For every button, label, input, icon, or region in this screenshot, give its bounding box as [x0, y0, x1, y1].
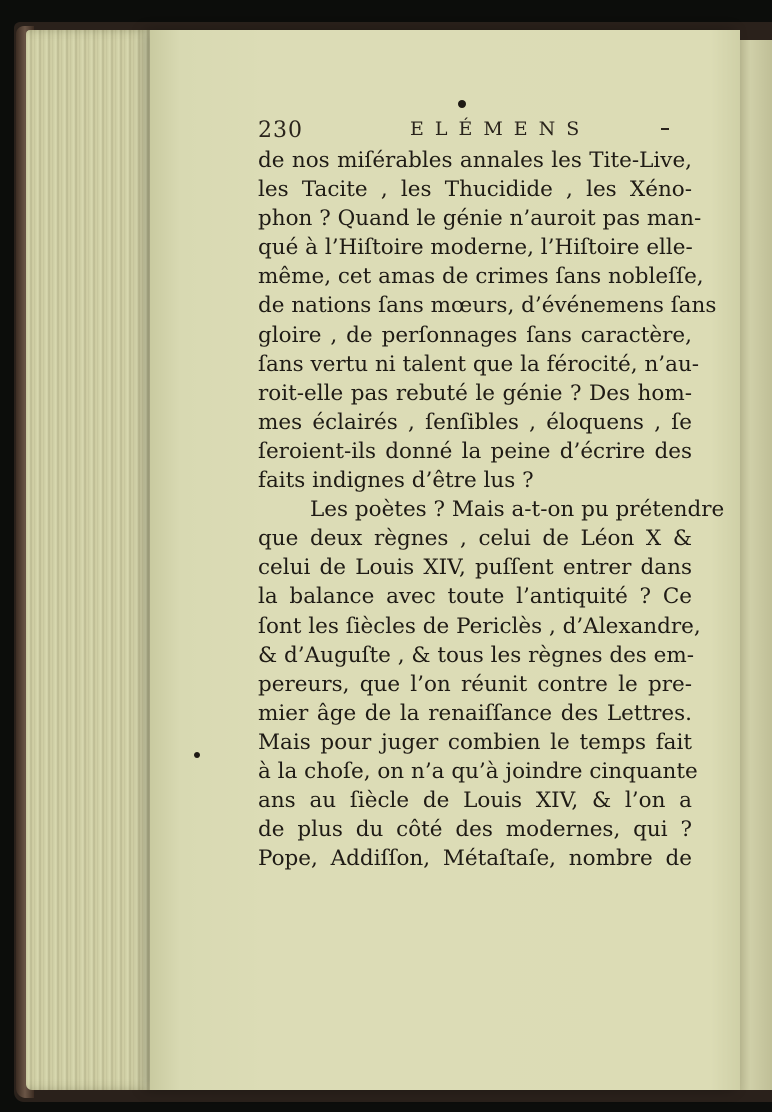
- text-line: les Tacite , les Thucidide , les Xéno-: [258, 177, 692, 203]
- text-line: & d’Auguſte , & tous les règnes des em-: [258, 642, 695, 668]
- text-line: ſeroient-ils donné la peine d’écrire des: [258, 438, 692, 464]
- page-header: [258, 112, 698, 148]
- ink-dot: [458, 100, 466, 108]
- text-line: phon ? Quand le génie n’auroit pas man-: [258, 206, 702, 232]
- text-line: que deux règnes , celui de Léon X &: [258, 526, 692, 552]
- text-line: ſont les ſiècles de Periclès , d’Alexandre,: [258, 613, 701, 639]
- text-line: pereurs, que l’on réunit contre le pre-: [258, 671, 692, 697]
- text-line: la balance avec toute l’antiquité ? Ce: [258, 584, 692, 610]
- text-line: même, cet amas de crimes ſans nobleſſe,: [258, 264, 704, 290]
- text-line: Les poètes ? Mais a-t-on pu prétendre: [310, 497, 725, 523]
- text-line: qué à l’Hiſtoire moderne, l’Hiſtoire elle-: [258, 235, 693, 261]
- text-line: de nations ſans mœurs, d’événemens ſans: [258, 293, 717, 319]
- text-line: gloire , de perſonnages ſans caractère,: [258, 322, 692, 348]
- ink-dot: [194, 752, 200, 758]
- text-line: mes éclairés , ſenſibles , éloquens , ſe: [258, 409, 692, 435]
- text-line: Mais pour juger combien le temps fait: [258, 729, 692, 755]
- text-line: à la choſe, on n’a qu’à joindre cinquante: [258, 758, 698, 784]
- text-line: celui de Louis XIV, puſſent entrer dans: [258, 555, 692, 581]
- text-line: de nos miſérables annales les Tite-Live,: [258, 148, 692, 173]
- facing-page-edge: [736, 40, 772, 1090]
- body-text: [258, 146, 725, 873]
- text-line: ans au ſiècle de Louis XIV, & l’on a: [258, 788, 692, 814]
- running-head: ELÉMENS: [410, 118, 591, 140]
- text-line: Pope, Addiſſon, Métaſtaſe, nombre de: [258, 846, 692, 872]
- page-number: 230: [258, 118, 303, 143]
- text-line: faits indignes d’être lus ?: [258, 468, 534, 494]
- text-line: mier âge de la renaiſſance des Lettres.: [258, 700, 692, 726]
- text-line: roit-elle pas rebuté le génie ? Des hom-: [258, 380, 692, 406]
- page-stack-edge: [26, 30, 166, 1090]
- text-line: de plus du côté des modernes, qui ?: [258, 817, 692, 843]
- text-line: ſans vertu ni talent que la férocité, n’au-: [258, 351, 700, 377]
